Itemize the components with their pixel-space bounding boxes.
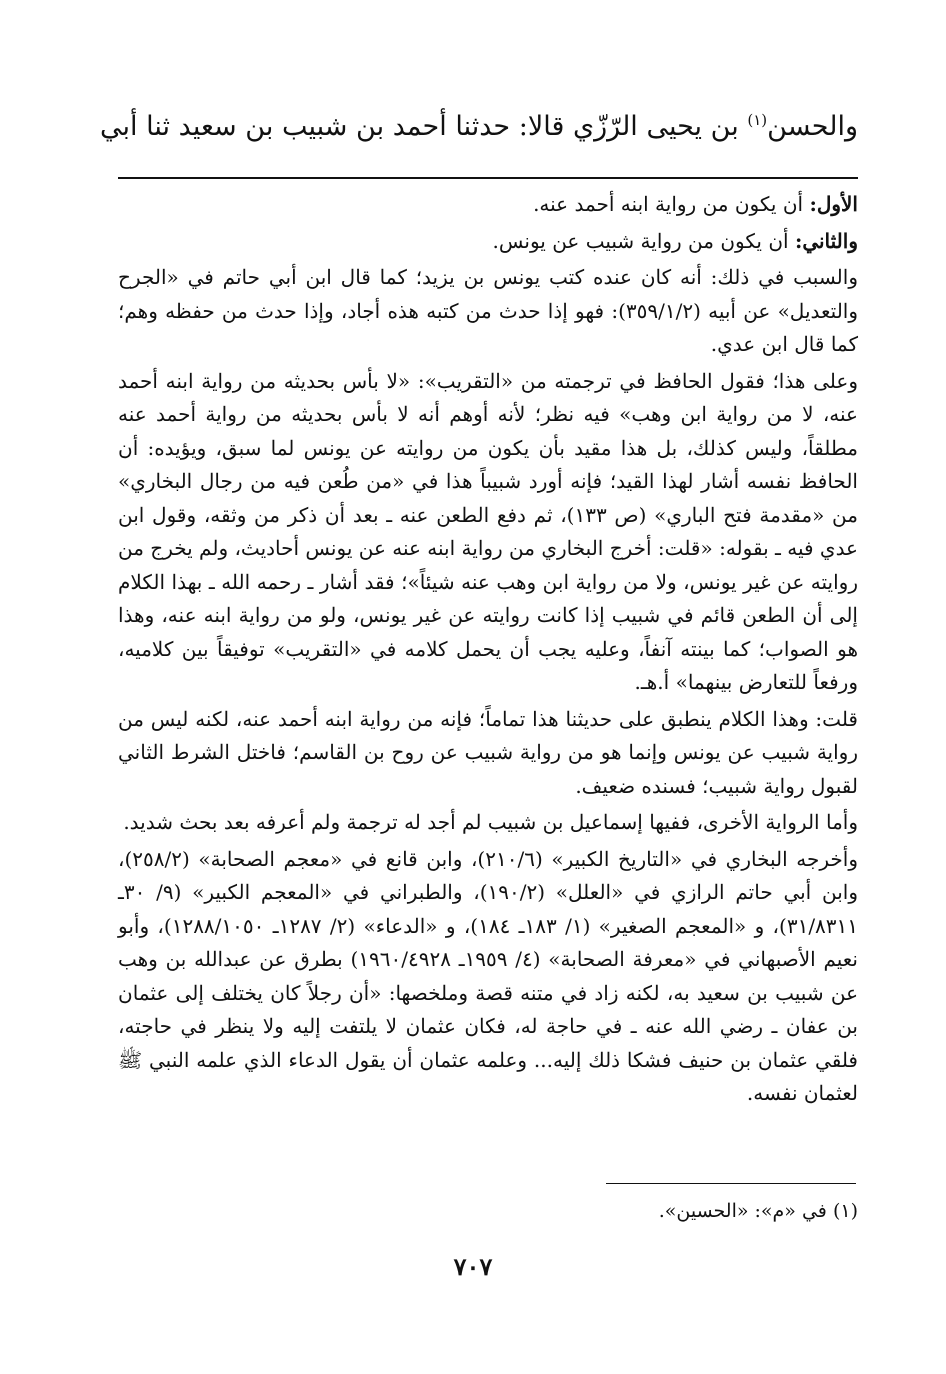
footnote-reference: (١) — [747, 111, 768, 129]
condition-first-text: أن يكون من رواية ابنه أحمد عنه. — [533, 192, 810, 216]
paragraph-other-narration: وأما الرواية الأخرى، ففيها إسماعيل بن شبيب لم أجد له ترجمة ولم أعرفه بعد بحث شديد. — [123, 810, 858, 834]
header-text-before-note: والحسن — [767, 111, 858, 142]
condition-second-label: والثاني: — [794, 228, 858, 253]
condition-second-text: أن يكون من رواية شبيب عن يونس. — [492, 228, 795, 253]
footnote — [659, 1196, 858, 1226]
margin-notes-divider — [118, 177, 858, 179]
page-number: ٧٠٧ — [453, 1252, 493, 1281]
paragraph-conclusion: قلت: وهذا الكلام ينطبق على حديثنا هذا تماماً؛ فإنه من رواية ابنه أحمد عنه، لكنه ليس من رواية شبيب عن يونس وإنما هو من رواية شبيب عن روح بن القاسم؛ فاختل الشرط الثاني لقبول رواية شبيب؛ فسنده ضعيف. — [118, 706, 858, 798]
condition-second — [118, 225, 858, 259]
margin-notes — [118, 188, 858, 1114]
condition-first-label: الأول: — [809, 192, 858, 216]
paragraph-reason: والسبب في ذلك: أنه كان عنده كتب يونس بن يزيد؛ كما قال ابن أبي حاتم في «الجرح والتعديل» عن أبيه (٣٥٩/١/٢): فهو إذا حدث من كتبه هذه أجاد، وإذا حدث من حفظه وهم؛ كما قال ابن عدي. — [118, 265, 859, 356]
condition-first — [118, 188, 858, 222]
main-text-line — [100, 98, 858, 149]
header-text-after-note: بن يحيى الرّزّي قالا: حدثنا أحمد بن شبيب بن سعيد ثنا أبي — [100, 111, 748, 142]
footnote-number: (١) — [832, 1200, 858, 1222]
paragraph-taqrib-discussion: وعلى هذا؛ فقول الحافظ في ترجمته من «التقريب»: «لا بأس بحديثه من رواية ابنه أحمد عنه، لا من رواية ابن وهب» فيه نظر؛ لأنه أوهم أنه لا بأس بحديثه من رواية أحمد عنه مطلقاً، وليس كذلك، بل هذا مقيد بأن يكون من روايته عن يونس لما سبق، ويؤيده: أن الحافظ نفسه أشار لهذا القيد؛ فإنه أورد شبيباً هذا في «من طُعن فيه من رجال البخاري» من «مقدمة فتح الباري» (ص ١٣٣)، ثم دفع الطعن عنه ـ بعد أن ذكر من وثقه، وقول ابن عدي فيه ـ بقوله: «قلت: أخرج البخاري من رواية ابنه عنه عن يونس أحاديث، ولم يخرج من روايته عن غير يونس، ولا من رواية ابن وهب عنه شيئاً»؛ فقد أشار ـ رحمه الله ـ بهذا الكلام إلى أن الطعن قائم في شبيب إذا كانت روايته عن غير يونس، ولو من رواية ابنه عنه، وهذا هو الصواب؛ كما بينته آنفاً، وعليه يجب أن يحمل كلامه في «التقريب» توفيقاً بين كلاميه، ورفعاً للتعارض بينهما» أ.هـ. — [117, 368, 858, 694]
footnote-divider — [606, 1183, 856, 1184]
paragraph-sources: وأخرجه البخاري في «التاريخ الكبير» (٢١٠/٦)، وابن قانع في «معجم الصحابة» (٢٥٨/٢)، وابن أبي حاتم الرازي في «العلل» (١٩٠/٢)، والطبراني في «المعجم الكبير» (٩/ ٣٠ـ ٣١/٨٣١١)، و «المعجم الصغير» (١/ ١٨٣ـ ١٨٤)، و «الدعاء» (٢/ ١٢٨٧ـ ١٢٨٨/١٠٥٠)، وأبو نعيم الأصبهاني في «معرفة الصحابة» (٤/ ١٩٥٩ـ ١٩٦٠/٤٩٢٨) بطرق عن عبدالله بن وهب عن شبيب بن سعيد به، لكنه زاد في متنه قصة وملخصها: «أن رجلاً كان يختلف إلى عثمان بن عفان ـ رضي الله عنه ـ في حاجة له، فكان عثمان لا يلتفت إليه ولا ينظر في حاجته، فلقي عثمان بن حنيف فشكا ذلك إليه... وعلمه عثمان أن يقول الدعاء الذي علمه النبي ﷺ لعثمان نفسه. — [118, 846, 859, 1105]
footnote-text: في «م»: «الحسين». — [658, 1200, 833, 1222]
